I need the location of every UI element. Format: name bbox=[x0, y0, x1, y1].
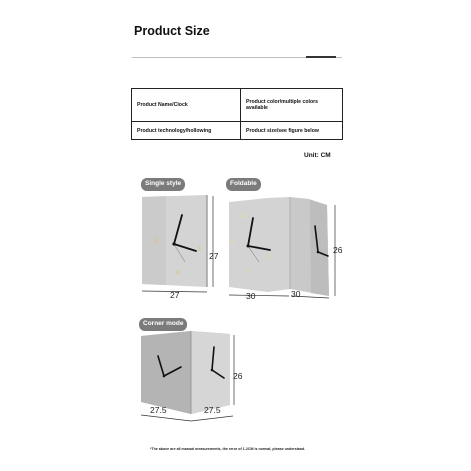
foldable-dial-numeral-three: 3 bbox=[267, 254, 271, 261]
foldable-dial-numeral-twelve: 12 bbox=[239, 213, 247, 220]
foldable-tag: Foldable bbox=[226, 178, 261, 191]
corner-mode-tag: Corner mode bbox=[139, 318, 187, 331]
measurement-footnote: *The above are all manual measurements, the error of 1-2CM is normal, please understand. bbox=[150, 447, 306, 451]
dial-numeral-nine: 9 bbox=[154, 237, 159, 246]
corner-height-dimension: 26 bbox=[233, 371, 243, 381]
spec-product-technology: Product technology/hollowing bbox=[132, 122, 241, 140]
corner-width-right-dimension: 27.5 bbox=[204, 405, 221, 415]
spec-product-color: Product color/multiple colors available bbox=[241, 89, 343, 122]
foldable-width-left-dimension: 30 bbox=[246, 291, 256, 301]
foldable-width-right-dimension: 30 bbox=[291, 289, 301, 299]
dial-numeral-three: 3 bbox=[197, 246, 201, 253]
single-height-dimension: 27 bbox=[209, 251, 219, 261]
foldable-dial-numeral-nine: 9 bbox=[231, 240, 235, 247]
foldable-dial-numeral-six: 6 bbox=[247, 268, 251, 275]
corner-width-left-dimension: 27.5 bbox=[150, 405, 167, 415]
single-style-tag: Single style bbox=[141, 178, 185, 191]
unit-label: Unit: CM bbox=[304, 152, 331, 159]
spec-product-name: Product Name/Clock bbox=[132, 89, 241, 122]
dial-numeral-six: 6 bbox=[176, 270, 180, 277]
page-title: Product Size bbox=[134, 24, 210, 38]
single-width-dimension: 27 bbox=[170, 290, 180, 300]
spec-product-size: Product size/see figure below bbox=[241, 122, 343, 140]
foldable-height-dimension: 26 bbox=[333, 245, 343, 255]
